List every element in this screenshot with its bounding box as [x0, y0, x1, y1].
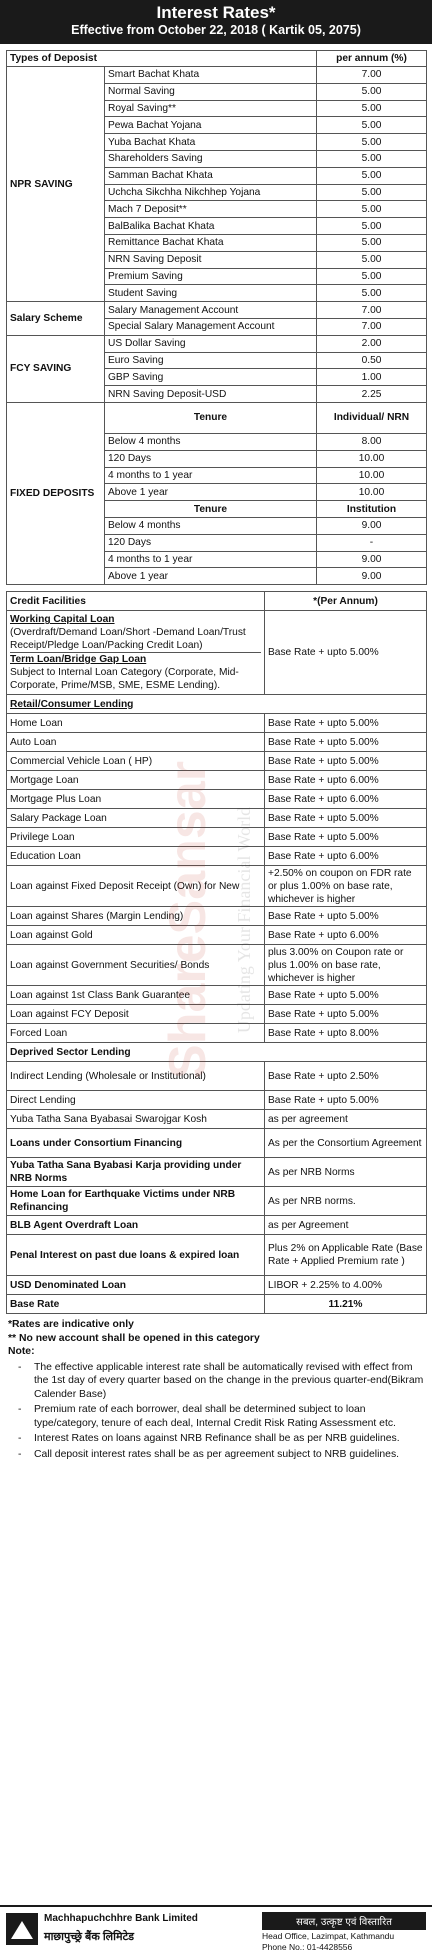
- loan-rate: Base Rate + upto 6.00%: [265, 847, 427, 866]
- tenure-name: 4 months to 1 year: [105, 551, 317, 568]
- deposit-name: Pewa Bachat Yojana: [105, 117, 317, 134]
- bank-guarantee-loan-rate: Base Rate + upto 5.00%: [265, 986, 427, 1005]
- forced-loan-rate: Base Rate + upto 8.00%: [265, 1024, 427, 1043]
- fcy-deposit-loan: [7, 1005, 427, 1024]
- loan-name: Commercial Vehicle Loan ( HP): [7, 752, 265, 771]
- deposit-name: Premium Saving: [105, 268, 317, 285]
- usd-loan-name: USD Denominated Loan: [7, 1276, 265, 1295]
- fcy-deposit-loan-rate: Base Rate + upto 5.00%: [265, 1005, 427, 1024]
- page-header: [0, 0, 432, 44]
- notes-title: Note:: [8, 1346, 35, 1358]
- tenure-rate: 10.00: [317, 467, 427, 484]
- note-item: - Interest Rates on loans against NRB Refinance shall be as per NRB guidelines.: [34, 1432, 424, 1446]
- base-rate-row: [7, 1295, 427, 1314]
- usd-loan: [7, 1276, 427, 1295]
- tenure-header: Tenure: [105, 402, 317, 433]
- deposit-rate: 5.00: [317, 184, 427, 201]
- col-header-facility: Credit Facilities: [7, 592, 265, 611]
- col-header-per-annum: *(Per Annum): [265, 592, 427, 611]
- deposit-rate: 5.00: [317, 251, 427, 268]
- consortium-financing-rate: As per the Consortium Agreement: [265, 1129, 427, 1158]
- working-capital-cell: [7, 611, 265, 695]
- deposit-rate: 2.25: [317, 386, 427, 403]
- govt-securities-loan-rate: plus 3.00% on Coupon rate or plus 1.00% on base rate, whichever is higher: [265, 945, 427, 986]
- institution-header: Institution: [317, 501, 427, 518]
- deposit-name: NRN Saving Deposit: [105, 251, 317, 268]
- tenure-rate: -: [317, 534, 427, 551]
- salary-scheme-label: Salary Scheme: [7, 302, 105, 336]
- tenure-name: 120 Days: [105, 450, 317, 467]
- indirect-lending-name: Indirect Lending (Wholesale or Institutional): [7, 1062, 265, 1091]
- deprived-title-row: [7, 1043, 427, 1062]
- deposit-name: Special Salary Management Account: [105, 318, 317, 335]
- loan-name: Mortgage Plus Loan: [7, 790, 265, 809]
- tenure-rate: 9.00: [317, 568, 427, 585]
- retail-row: [7, 752, 427, 771]
- base-rate-value: 11.21%: [265, 1295, 427, 1314]
- footer: [0, 1905, 432, 1959]
- watermark-tagline: Updating Your Financial World: [234, 806, 254, 1034]
- loan-name: Auto Loan: [7, 733, 265, 752]
- deposit-rate: 5.00: [317, 167, 427, 184]
- direct-lending-rate: Base Rate + upto 5.00%: [265, 1091, 427, 1110]
- bank-address: [262, 1931, 394, 1953]
- deposit-name: Smart Bachat Khata: [105, 67, 317, 84]
- deposit-rate: 5.00: [317, 218, 427, 235]
- penal-interest-name: Penal Interest on past due loans & expired loan: [7, 1235, 265, 1276]
- individual-header: Individual/ NRN: [317, 402, 427, 433]
- working-capital-desc: (Overdraft/Demand Loan/Short -Demand Loan/Trust Receipt/Pledge Loan/Packing Credit Loan): [10, 627, 246, 652]
- bank-logo-icon: [6, 1913, 38, 1945]
- shares-loan-rate: Base Rate + upto 5.00%: [265, 907, 427, 926]
- deposit-name: GBP Saving: [105, 369, 317, 386]
- deposit-name: Yuba Bachat Khata: [105, 134, 317, 151]
- deposit-name: Remittance Bachat Khata: [105, 234, 317, 251]
- fdr-loan: [7, 866, 427, 907]
- retail-row: [7, 809, 427, 828]
- deposit-name: Normal Saving: [105, 83, 317, 100]
- forced-loan-name: Forced Loan: [7, 1024, 265, 1043]
- tenure-rate: 10.00: [317, 484, 427, 501]
- deposit-name: US Dollar Saving: [105, 335, 317, 352]
- bank-guarantee-loan: [7, 986, 427, 1005]
- loan-rate: Base Rate + upto 5.00%: [265, 714, 427, 733]
- term-loan-desc: Subject to Internal Loan Category (Corporate, Mid-Corporate, Prime/MSB, SME, ESME Lending).: [10, 667, 239, 692]
- working-capital-title: Working Capital Loan: [10, 614, 115, 626]
- deposit-name: Uchcha Sikchha Nikchhep Yojana: [105, 184, 317, 201]
- deposit-name: Shareholders Saving: [105, 150, 317, 167]
- penal-interest-rate: Plus 2% on Applicable Rate (Base Rate + Applied Premium rate ): [265, 1235, 427, 1276]
- retail-row: [7, 847, 427, 866]
- loan-rate: Base Rate + upto 5.00%: [265, 809, 427, 828]
- fcy-saving-label: FCY SAVING: [7, 335, 105, 402]
- tenure-name: 4 months to 1 year: [105, 467, 317, 484]
- note-item: - Premium rate of each borrower, deal shall be determined subject to loan type/category, tenure of each deal, Internal Credit Risk Rating Assessment etc.: [34, 1403, 424, 1430]
- retail-row: [7, 771, 427, 790]
- loan-name: Privilege Loan: [7, 828, 265, 847]
- retail-row: [7, 733, 427, 752]
- yuba-kosh: [7, 1110, 427, 1129]
- gold-loan-rate: Base Rate + upto 6.00%: [265, 926, 427, 945]
- shares-loan: [7, 907, 427, 926]
- loan-rate: Base Rate + upto 5.00%: [265, 752, 427, 771]
- deposit-name: NRN Saving Deposit-USD: [105, 386, 317, 403]
- yuba-kosh-rate: as per agreement: [265, 1110, 427, 1129]
- deposit-rate: 5.00: [317, 201, 427, 218]
- direct-lending: [7, 1091, 427, 1110]
- earthquake-loan: [7, 1187, 427, 1216]
- page-subtitle: Effective from October 22, 2018 ( Kartik 05, 2075): [71, 23, 361, 37]
- deposit-header-row: [7, 51, 427, 67]
- credit-table: [6, 591, 427, 1314]
- earthquake-loan-rate: As per NRB norms.: [265, 1187, 427, 1216]
- note-item: - Call deposit interest rates shall be as per agreement subject to NRB guidelines.: [34, 1448, 424, 1462]
- deposit-rate: 5.00: [317, 285, 427, 302]
- bank-slogan: सबल, उत्कृष्ट एवं विस्तारित: [262, 1912, 426, 1930]
- loan-name: Salary Package Loan: [7, 809, 265, 828]
- notes-list: [8, 1361, 424, 1462]
- yuba-karja-name: Yuba Tatha Sana Byabasi Karja providing under NRB Norms: [7, 1158, 265, 1187]
- deposit-name: Royal Saving**: [105, 100, 317, 117]
- tenure-header: Tenure: [105, 501, 317, 518]
- shares-loan-name: Loan against Shares (Margin Lending): [7, 907, 265, 926]
- notes-section: [8, 1318, 424, 1461]
- address-line: Head Office, Lazimpat, Kathmandu: [262, 1931, 395, 1941]
- blb-overdraft: [7, 1216, 427, 1235]
- col-header-rate: per annum (%): [317, 51, 427, 67]
- deposit-rate: 5.00: [317, 117, 427, 134]
- bank-name-nepali: माछापुच्छ्रे बैंक लिमिटेड: [44, 1931, 134, 1943]
- bank-guarantee-loan-name: Loan against 1st Class Bank Guarantee: [7, 986, 265, 1005]
- working-capital-row: [7, 611, 427, 695]
- deposit-rate: 5.00: [317, 100, 427, 117]
- deposit-rate: 7.00: [317, 318, 427, 335]
- deposit-name: Salary Management Account: [105, 302, 317, 319]
- fdr-loan-rate: +2.50% on coupon on FDR rate or plus 1.00% on base rate, whichever is higher: [265, 866, 427, 907]
- deposit-row: [7, 335, 427, 352]
- bank-name: Machhapuchchhre Bank Limited: [44, 1913, 198, 1924]
- deprived-title: Deprived Sector Lending: [7, 1043, 427, 1062]
- indirect-lending: [7, 1062, 427, 1091]
- col-header-type: Types of Deposist: [7, 51, 317, 67]
- tenure-name: Above 1 year: [105, 484, 317, 501]
- blb-overdraft-rate: as per Agreement: [265, 1216, 427, 1235]
- loan-name: Home Loan: [7, 714, 265, 733]
- deposit-rate: 5.00: [317, 134, 427, 151]
- forced-loan: [7, 1024, 427, 1043]
- deposit-table: [6, 50, 427, 585]
- earthquake-loan-name: Home Loan for Earthquake Victims under NRB Refinancing: [7, 1187, 265, 1216]
- deposit-rate: 5.00: [317, 268, 427, 285]
- deposit-row: [7, 67, 427, 84]
- deposit-rate: 5.00: [317, 150, 427, 167]
- deposit-rate: 2.00: [317, 335, 427, 352]
- deposit-rate: 1.00: [317, 369, 427, 386]
- deposit-name: BalBalika Bachat Khata: [105, 218, 317, 235]
- phone-line: Phone No.: 01-4428556: [262, 1942, 353, 1952]
- govt-securities-loan-name: Loan against Government Securities/ Bonds: [7, 945, 265, 986]
- retail-row: [7, 790, 427, 809]
- deposit-rate: 0.50: [317, 352, 427, 369]
- direct-lending-name: Direct Lending: [7, 1091, 265, 1110]
- note-item: - The effective applicable interest rate shall be automatically revised with effect from the 1st day of every quarter based on the change in the previous quarter-end(Bikram Calender Base): [34, 1361, 424, 1402]
- penal-interest: [7, 1235, 427, 1276]
- deposit-name: Samman Bachat Khata: [105, 167, 317, 184]
- tenure-rate: 9.00: [317, 551, 427, 568]
- term-loan-title: Term Loan/Bridge Gap Loan: [10, 652, 261, 666]
- usd-loan-rate: LIBOR + 2.25% to 4.00%: [265, 1276, 427, 1295]
- tenure-rate: 10.00: [317, 450, 427, 467]
- loan-rate: Base Rate + upto 6.00%: [265, 790, 427, 809]
- loan-name: Education Loan: [7, 847, 265, 866]
- fcy-deposit-loan-name: Loan against FCY Deposit: [7, 1005, 265, 1024]
- gold-loan: [7, 926, 427, 945]
- consortium-financing-name: Loans under Consortium Financing: [7, 1129, 265, 1158]
- deposit-name: Mach 7 Deposit**: [105, 201, 317, 218]
- loan-rate: Base Rate + upto 5.00%: [265, 733, 427, 752]
- gold-loan-name: Loan against Gold: [7, 926, 265, 945]
- retail-row: [7, 714, 427, 733]
- working-capital-rate: Base Rate + upto 5.00%: [265, 611, 427, 695]
- base-rate-label: Base Rate: [7, 1295, 265, 1314]
- fixed-deposits-label: FIXED DEPOSITS: [7, 402, 105, 584]
- fdr-loan-name: Loan against Fixed Deposit Receipt (Own) for New: [7, 866, 265, 907]
- watermark-text: ShareSansar: [159, 761, 217, 1079]
- blb-overdraft-name: BLB Agent Overdraft Loan: [7, 1216, 265, 1235]
- deposit-row: [7, 302, 427, 319]
- retail-title-row: [7, 695, 427, 714]
- note-indicative: *Rates are indicative only: [8, 1319, 134, 1331]
- indirect-lending-rate: Base Rate + upto 2.50%: [265, 1062, 427, 1091]
- fixed-header-individual: [7, 402, 427, 433]
- deposit-rate: 7.00: [317, 302, 427, 319]
- tenure-name: Above 1 year: [105, 568, 317, 585]
- deposit-rate: 7.00: [317, 67, 427, 84]
- npr-saving-label: NPR SAVING: [7, 67, 105, 302]
- page-title: Interest Rates*: [156, 3, 276, 22]
- tenure-name: 120 Days: [105, 534, 317, 551]
- retail-title: Retail/Consumer Lending: [7, 695, 427, 714]
- deposit-rate: 5.00: [317, 83, 427, 100]
- credit-header-row: [7, 592, 427, 611]
- note-no-new-account: ** No new account shall be opened in this category: [8, 1332, 260, 1344]
- loan-rate: Base Rate + upto 5.00%: [265, 828, 427, 847]
- yuba-karja-rate: As per NRB Norms: [265, 1158, 427, 1187]
- retail-row: [7, 828, 427, 847]
- yuba-kosh-name: Yuba Tatha Sana Byabasai Swarojgar Kosh: [7, 1110, 265, 1129]
- loan-rate: Base Rate + upto 6.00%: [265, 771, 427, 790]
- deposit-rate: 5.00: [317, 234, 427, 251]
- deposit-name: Student Saving: [105, 285, 317, 302]
- govt-securities-loan: [7, 945, 427, 986]
- yuba-karja: [7, 1158, 427, 1187]
- tenure-name: Below 4 months: [105, 517, 317, 534]
- consortium-financing: [7, 1129, 427, 1158]
- tenure-rate: 9.00: [317, 517, 427, 534]
- loan-name: Mortgage Loan: [7, 771, 265, 790]
- tenure-name: Below 4 months: [105, 433, 317, 450]
- tenure-rate: 8.00: [317, 433, 427, 450]
- deposit-name: Euro Saving: [105, 352, 317, 369]
